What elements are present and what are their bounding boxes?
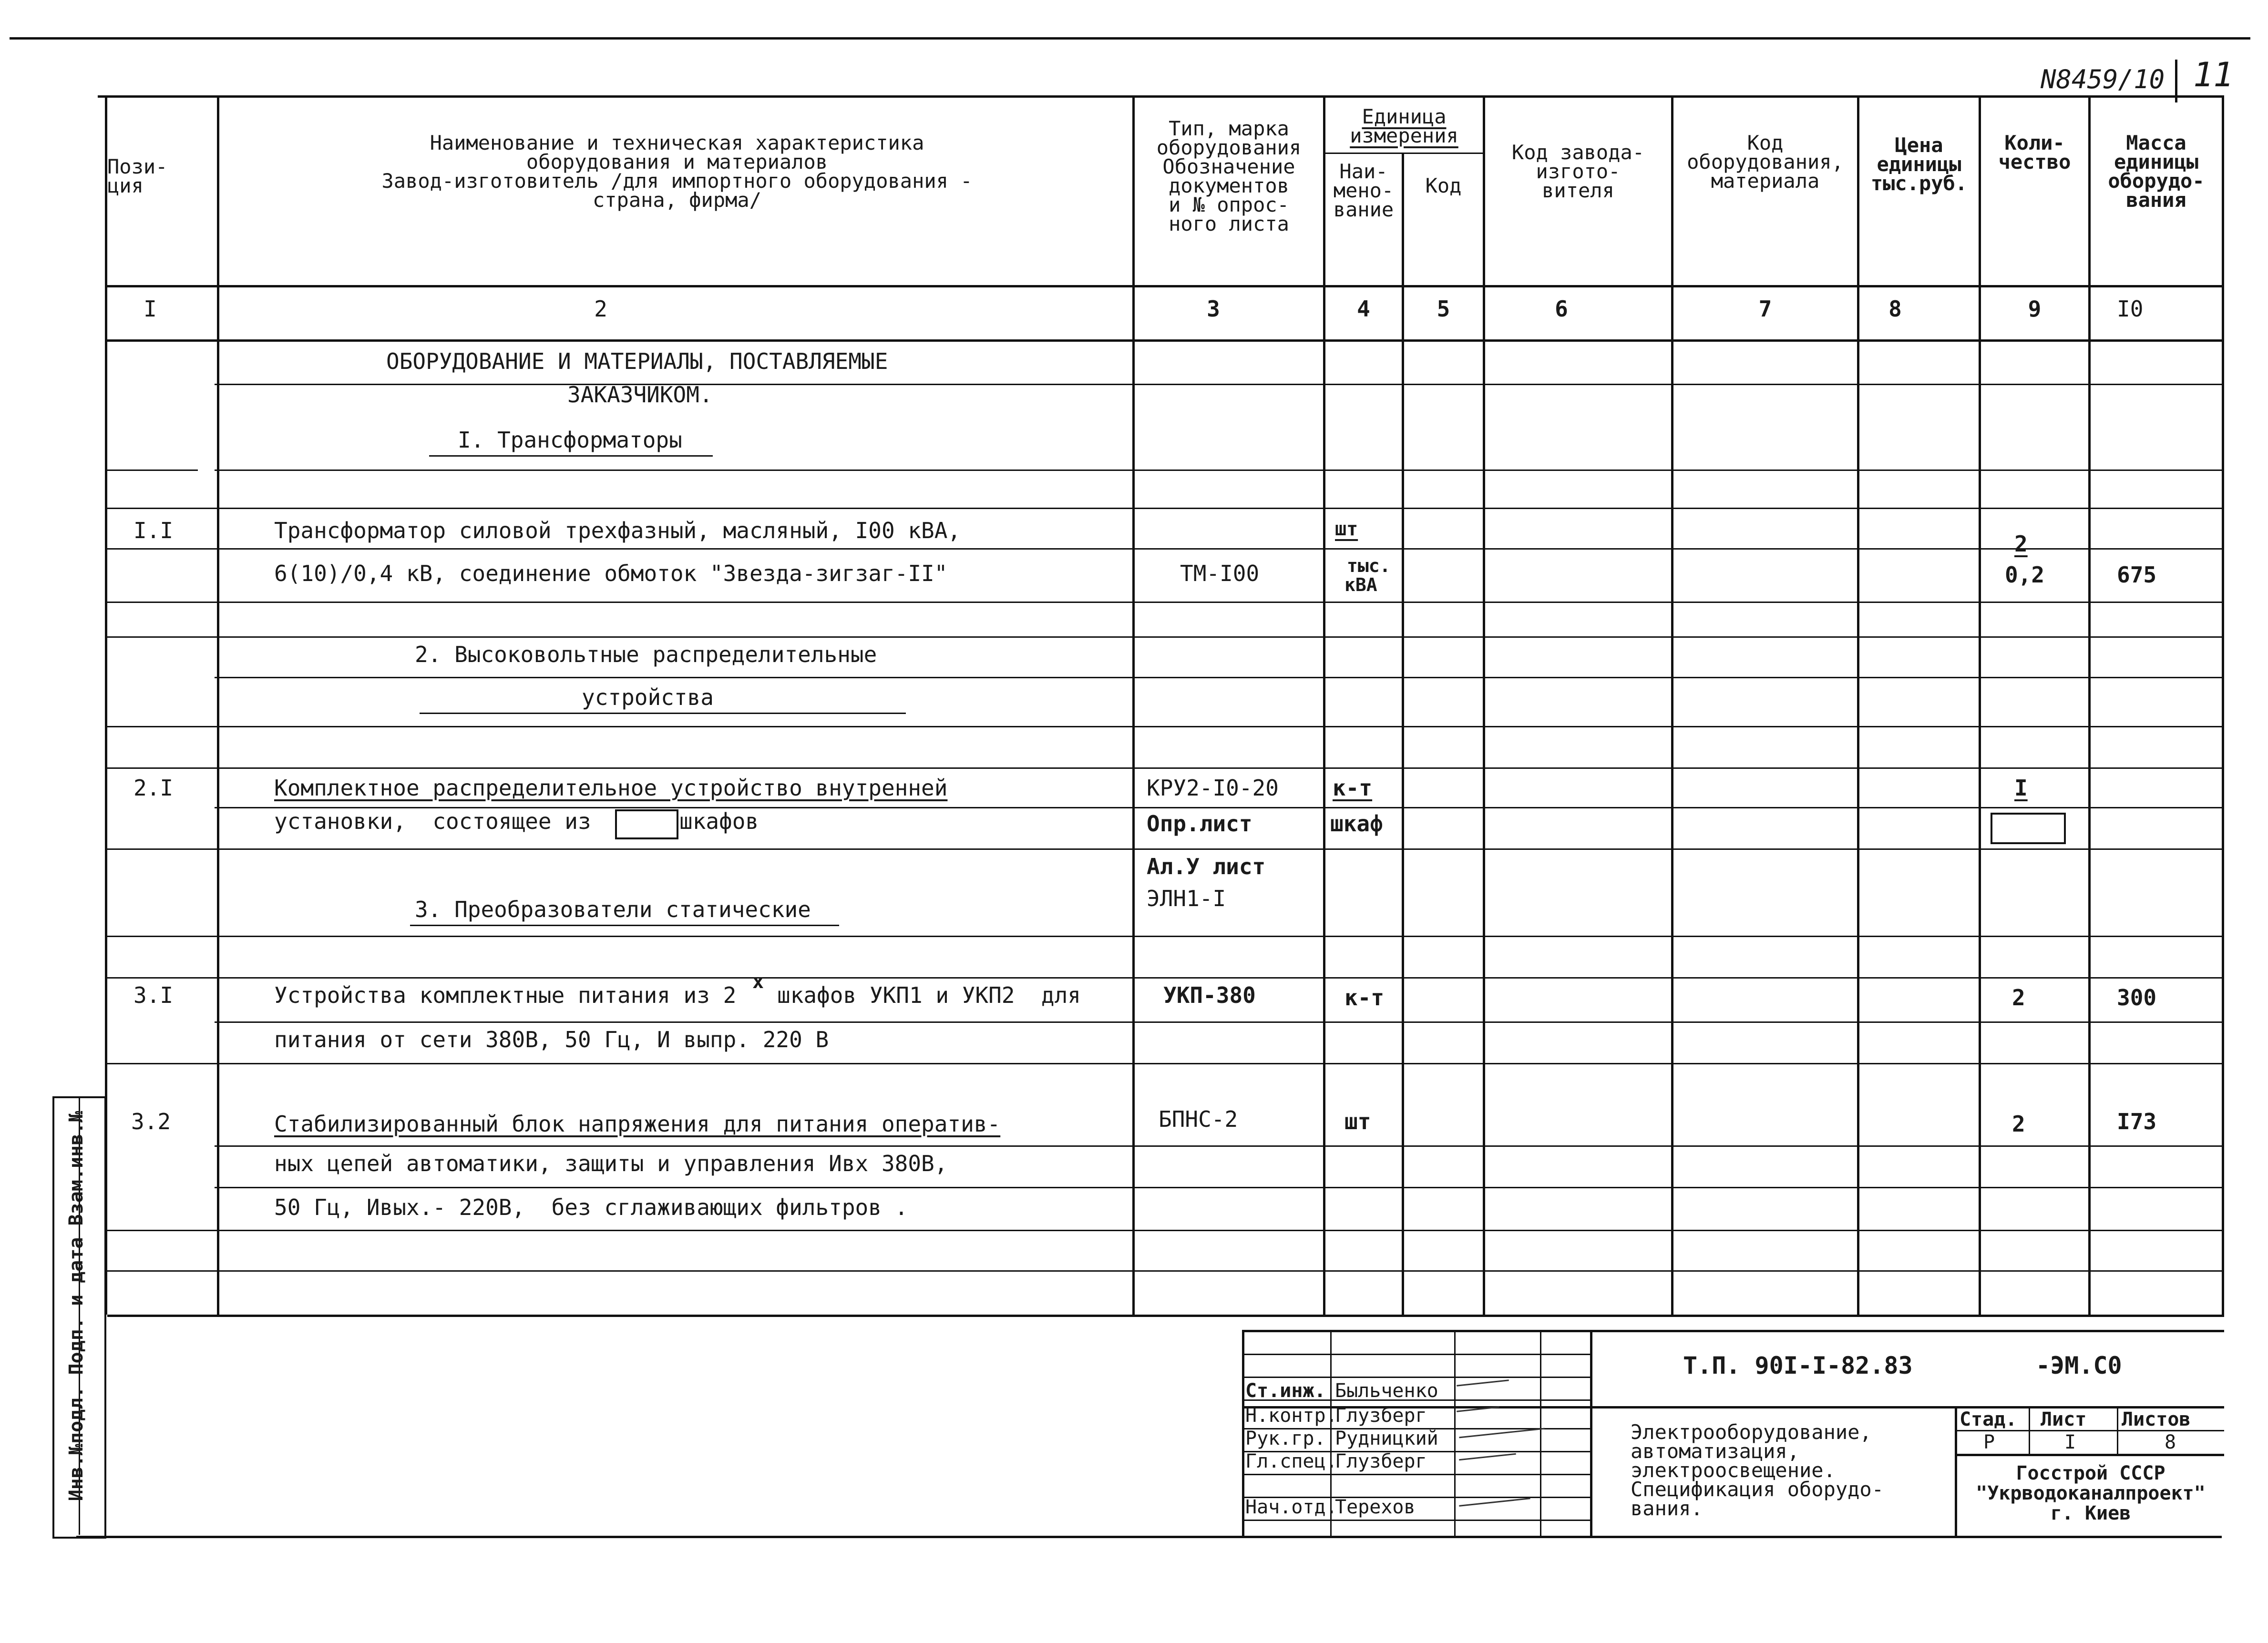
- row-2-1-name-line1: Комплектное распределительное устройство внутренней: [274, 775, 948, 801]
- row-2-1-name-line2a: установки, состоящее из: [274, 808, 591, 834]
- row-2-1-qty-field[interactable]: [1991, 813, 2066, 844]
- tb-line: [1242, 1377, 1590, 1378]
- header-unit-name: Наи- мено- вание: [1333, 160, 1394, 221]
- tb-line: [1242, 1330, 2224, 1332]
- header-quantity: Коли- чество: [1998, 131, 2071, 173]
- row-2-1-unit: к-т: [1333, 775, 1373, 801]
- row-line: [215, 469, 2224, 471]
- tb-line: [1540, 1330, 1541, 1536]
- row-line: [107, 936, 2224, 937]
- row-3-2-mass: I73: [2117, 1109, 2157, 1134]
- row-1-1-qty-count: 2: [2014, 531, 2028, 557]
- tb-line: [1242, 1474, 1590, 1475]
- colnum-1: I: [144, 296, 157, 322]
- colnum-8: 8: [1888, 296, 1902, 322]
- tb-name-4: Терехов: [1335, 1496, 1416, 1518]
- col-line: [1402, 153, 1404, 1315]
- tb-name-2: Рудницкий: [1335, 1428, 1438, 1449]
- row-2-1-position: 2.I: [133, 775, 174, 801]
- tb-role-4: Нач.отд.: [1245, 1496, 1337, 1518]
- row-3-2-name-line3: 50 Гц, Ивых.- 220В, без сглаживающих фильтров .: [274, 1194, 908, 1220]
- doc-number: N8459/10: [2041, 64, 2165, 94]
- row-line: [215, 1187, 2224, 1188]
- section-static-converters: 3. Преобразователи статические: [415, 897, 811, 922]
- tb-left: [1242, 1330, 1244, 1536]
- signature: [1457, 1379, 1509, 1386]
- section-underline: [429, 455, 713, 457]
- tb-line: [1590, 1330, 1592, 1536]
- page-bottom: [76, 1536, 2222, 1538]
- row-3-1-qty: 2: [2012, 985, 2025, 1010]
- row-line: [107, 548, 2224, 550]
- row-3-1-name-line2: питания от сети 380В, 50 Гц, И выпр. 220 В: [274, 1027, 829, 1052]
- row-1-1-type: ТМ-I00: [1180, 561, 1260, 586]
- row-3-1-superscript: x: [752, 971, 764, 993]
- header-name: Наименование и техническая характеристика оборудования и материалов Завод-изготовитель /для импортного оборудования - страна, фирма/: [381, 131, 973, 212]
- header-position: Пози- ция: [107, 155, 168, 197]
- tb-sheets-label: Листов: [2122, 1408, 2191, 1430]
- col-line: [1323, 95, 1325, 1315]
- row-1-1-unit-kva: кВА: [1344, 574, 1377, 595]
- tb-name-1: Глузберг: [1335, 1405, 1427, 1427]
- tb-sheets: 8: [2165, 1431, 2176, 1453]
- col-line: [1483, 95, 1485, 1315]
- tb-role-2: Рук.гр.: [1245, 1428, 1326, 1449]
- row-3-2-name-line1: Стабилизированный блок напряжения для питания оператив-: [274, 1111, 1001, 1137]
- row-line: [215, 1145, 2224, 1147]
- table-bottom: [107, 1315, 2224, 1317]
- side-stamp-text: Инв.№подл. Подп. и дата Взам.инв.№: [65, 1111, 87, 1501]
- tb-line: [1242, 1354, 1590, 1355]
- row-line: [107, 977, 2224, 979]
- top-rule: [10, 37, 2250, 40]
- header-price: Цена единицы тыс.руб.: [1870, 133, 1968, 195]
- section-underline: [410, 925, 839, 926]
- row-line: [107, 1230, 2224, 1231]
- sheet-mark: 11: [2193, 55, 2234, 94]
- row-line: [107, 726, 2224, 727]
- row-2-1-type: КРУ2-I0-20: [1147, 775, 1279, 801]
- row-3-2-qty: 2: [2012, 1111, 2025, 1137]
- row-1-1-unit-tys: тыс.: [1347, 555, 1391, 576]
- colnum-7: 7: [1758, 296, 1772, 322]
- row-3-2-type: БПНС-2: [1159, 1106, 1238, 1132]
- col-line: [1671, 95, 1673, 1315]
- tb-sheet-label: Лист: [2041, 1408, 2087, 1430]
- tb-role-1: Н.контр.: [1245, 1405, 1337, 1427]
- tb-description: Электрооборудование, автоматизация, электроосвещение. Спецификация оборудо- вания.: [1631, 1420, 1884, 1520]
- signature: [1459, 1498, 1530, 1507]
- col-line: [2222, 95, 2224, 1315]
- row-2-1-name-line2b: шкафов: [679, 808, 759, 834]
- tb-stage: Р: [1983, 1431, 1995, 1453]
- row-line: [107, 636, 2224, 638]
- row-1-1-name-line1: Трансформатор силовой трехфазный, масляный, I00 кВА,: [274, 518, 961, 543]
- col-line: [2088, 95, 2091, 1315]
- row-2-1-questionnaire: Опр.лист: [1147, 811, 1252, 837]
- row-line: [107, 508, 2224, 509]
- row-line: [107, 1063, 2224, 1064]
- section-underline: [420, 713, 906, 714]
- tb-role-0: Ст.инж.: [1245, 1380, 1326, 1402]
- row-3-2-unit: шт: [1344, 1109, 1371, 1134]
- tb-organization: Госстрой СССР "Укрводоканалпроект" г. Киев: [1976, 1462, 2206, 1524]
- unit-group-divider: [1323, 153, 1485, 154]
- row-line: [215, 1021, 2224, 1023]
- tb-designation: Т.П. 90I-I-82.83: [1683, 1352, 1913, 1379]
- row-3-2-position: 3.2: [131, 1109, 171, 1134]
- tb-line: [1454, 1330, 1456, 1536]
- colnum-4: 4: [1357, 296, 1370, 322]
- row-1-1-mass: 675: [2117, 562, 2157, 588]
- col-line: [1979, 95, 1981, 1315]
- header-unit-code: Код: [1425, 174, 1462, 197]
- row-3-1-name-line1b: шкафов УКП1 и УКП2 для: [777, 982, 1081, 1008]
- row-3-1-mass: 300: [2117, 985, 2157, 1010]
- row-3-1-position: 3.I: [133, 982, 174, 1008]
- row-line: [107, 1270, 2224, 1272]
- row-2-1-cabinet-count-field[interactable]: [615, 809, 678, 839]
- row-1-1-name-line2: 6(10)/0,4 кВ, соединение обмоток "Звезда-зигзаг-II": [274, 561, 948, 586]
- tb-name-0: Быльченко: [1335, 1380, 1438, 1402]
- row-3-1-unit: к-т: [1344, 985, 1385, 1010]
- colnum-5: 5: [1437, 296, 1450, 322]
- tb-stage-label: Стад.: [1960, 1408, 2017, 1430]
- header-bottom: [107, 285, 2224, 287]
- colnum-bottom: [107, 339, 2224, 342]
- row-3-2-name-line2: ных цепей автоматики, защиты и управления Ивх 380В,: [274, 1151, 948, 1176]
- header-mass: Масса единицы оборудо- вания: [2108, 131, 2205, 212]
- section-transformers: I. Трансформаторы: [458, 427, 682, 453]
- col-line: [1132, 95, 1135, 1315]
- table-top: [98, 95, 2224, 98]
- row-line: [215, 677, 2224, 678]
- row-1-1-unit: шт: [1335, 518, 1358, 540]
- header-unit-group: Единица измерения: [1350, 105, 1458, 147]
- colnum-10: I0: [2117, 296, 2144, 322]
- row-1-1-position: I.I: [133, 518, 174, 543]
- tb-designation-suffix: -ЭМ.С0: [2036, 1352, 2122, 1379]
- colnum-9: 9: [2028, 296, 2042, 322]
- row-line: [107, 848, 2224, 850]
- row-2-1-album: Ал.У лист: [1147, 854, 1266, 879]
- row-3-1-name-line1: Устройства комплектные питания из 2: [274, 982, 737, 1008]
- section-hv-line1: 2. Высоковольтные распределительные: [415, 642, 877, 667]
- colnum-6: 6: [1555, 296, 1568, 322]
- section-main-line1: ОБОРУДОВАНИЕ И МАТЕРИАЛЫ, ПОСТАВЛЯЕМЫЕ: [386, 348, 888, 374]
- colnum-2: 2: [594, 296, 607, 322]
- tb-role-3: Гл.спец.: [1245, 1450, 1337, 1472]
- tb-name-3: Глузберг: [1335, 1450, 1427, 1472]
- row-3-1-type: УКП-380: [1163, 982, 1256, 1008]
- tb-line: [1955, 1454, 2224, 1456]
- tb-sheet: I: [2064, 1431, 2076, 1453]
- section-hv-line2: устройства: [582, 684, 714, 710]
- header-material-code: Код оборудования, материала: [1687, 131, 1844, 193]
- row-2-1-unit-cabinet: шкаф: [1330, 811, 1383, 837]
- col-line: [217, 95, 219, 1315]
- row-2-1-sheet: ЭЛН1-I: [1147, 886, 1226, 911]
- header-type: Тип, марка оборудования Обозначение документов и № опрос- ного листа: [1156, 117, 1302, 235]
- row-line: [107, 767, 2224, 769]
- col-line: [1857, 95, 1859, 1315]
- row-line: [215, 384, 2224, 385]
- row-line: [107, 469, 198, 471]
- colnum-3: 3: [1207, 296, 1220, 322]
- signature: [1459, 1453, 1516, 1461]
- tb-line: [1242, 1520, 1590, 1521]
- section-main-line2: ЗАКАЗЧИКОМ.: [567, 382, 713, 408]
- row-2-1-qty: I: [2014, 775, 2028, 801]
- row-1-1-qty-power: 0,2: [2005, 562, 2045, 588]
- header-plant-code: Код завода- изгото- вителя: [1511, 141, 1645, 202]
- row-line: [107, 602, 2224, 603]
